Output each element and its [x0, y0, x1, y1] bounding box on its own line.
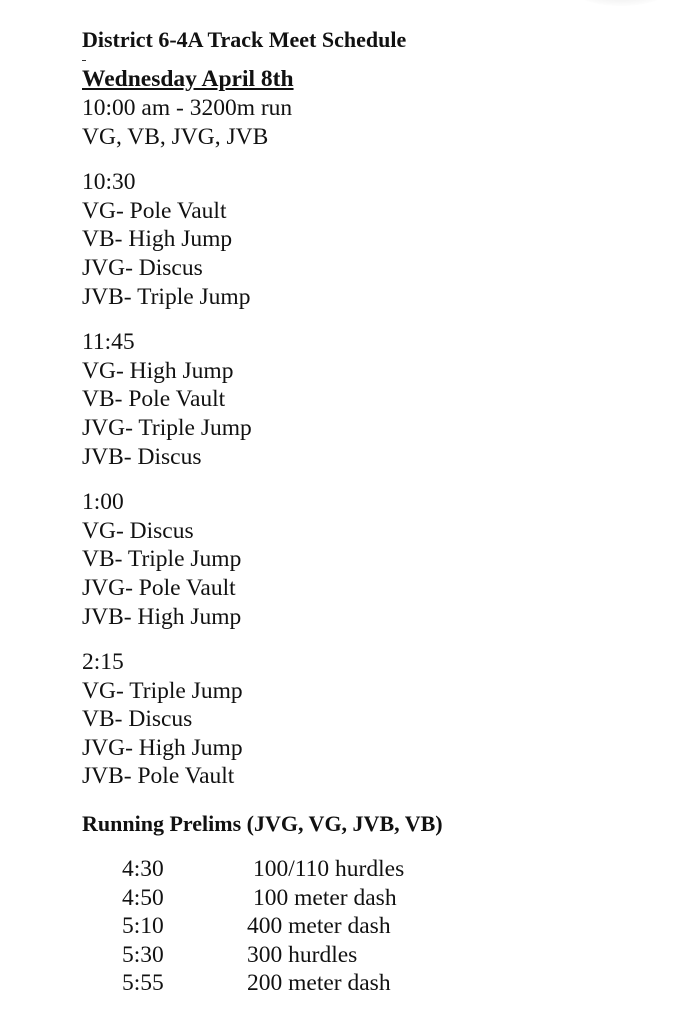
prelims-event: 100 meter dash — [253, 884, 397, 911]
prelims-event: 400 meter dash — [247, 913, 391, 940]
event-line: VG- Discus — [82, 517, 194, 544]
prelims-event: 300 hurdles — [247, 941, 358, 968]
event-line: JVB- Triple Jump — [82, 283, 251, 310]
event-line: JVB- Discus — [82, 443, 202, 470]
document-title: District 6-4A Track Meet Schedule — [82, 27, 407, 52]
block-time: 2:15 — [82, 649, 124, 676]
prelims-event: 200 meter dash — [247, 970, 391, 997]
event-line: VB- Triple Jump — [82, 546, 242, 573]
schedule-document — [82, 24, 662, 998]
prelims-row — [82, 969, 662, 998]
event-line: JVG- High Jump — [82, 734, 243, 761]
block-time: 1:00 — [82, 489, 124, 516]
field-block — [82, 488, 662, 631]
prelims-heading: Running Prelims (JVG, VG, JVB, VB) — [82, 811, 443, 837]
prelims-row — [82, 941, 662, 970]
event-line: VB- Pole Vault — [82, 386, 226, 413]
event-line: VG- Pole Vault — [82, 197, 227, 224]
field-block — [82, 328, 662, 471]
event-line: JVG- Triple Jump — [82, 414, 252, 441]
event-line: JVG- Pole Vault — [82, 574, 236, 601]
prelims-table — [82, 855, 662, 998]
day-heading: Wednesday April 8th — [82, 66, 294, 92]
event-line: JVB- Pole Vault — [82, 763, 235, 790]
event-line: VG- Triple Jump — [82, 677, 243, 704]
field-block — [82, 168, 662, 311]
prelims-time: 5:55 — [122, 970, 164, 997]
event-line: VB- Discus — [82, 706, 193, 733]
first-event-time: 10:00 am - 3200m run — [82, 95, 293, 121]
block-time: 10:30 — [82, 169, 136, 196]
prelims-row — [82, 912, 662, 941]
event-line: VB- High Jump — [82, 226, 233, 253]
field-block — [82, 648, 662, 791]
corner-shadow — [566, 0, 676, 6]
prelims-time: 4:30 — [122, 856, 164, 883]
prelims-time: 5:30 — [122, 941, 164, 968]
block-time: 11:45 — [82, 329, 135, 356]
first-event-groups: VG, VB, JVG, JVB — [82, 123, 269, 150]
prelims-row — [82, 884, 662, 913]
prelims-time: 4:50 — [122, 884, 164, 911]
prelims-event: 100/110 hurdles — [253, 856, 405, 883]
event-line: VG- High Jump — [82, 357, 234, 384]
event-line: JVB- High Jump — [82, 603, 242, 630]
prelims-row — [82, 855, 662, 884]
event-line: JVG- Discus — [82, 254, 203, 281]
stray-mark — [82, 60, 86, 61]
prelims-time: 5:10 — [122, 913, 164, 940]
